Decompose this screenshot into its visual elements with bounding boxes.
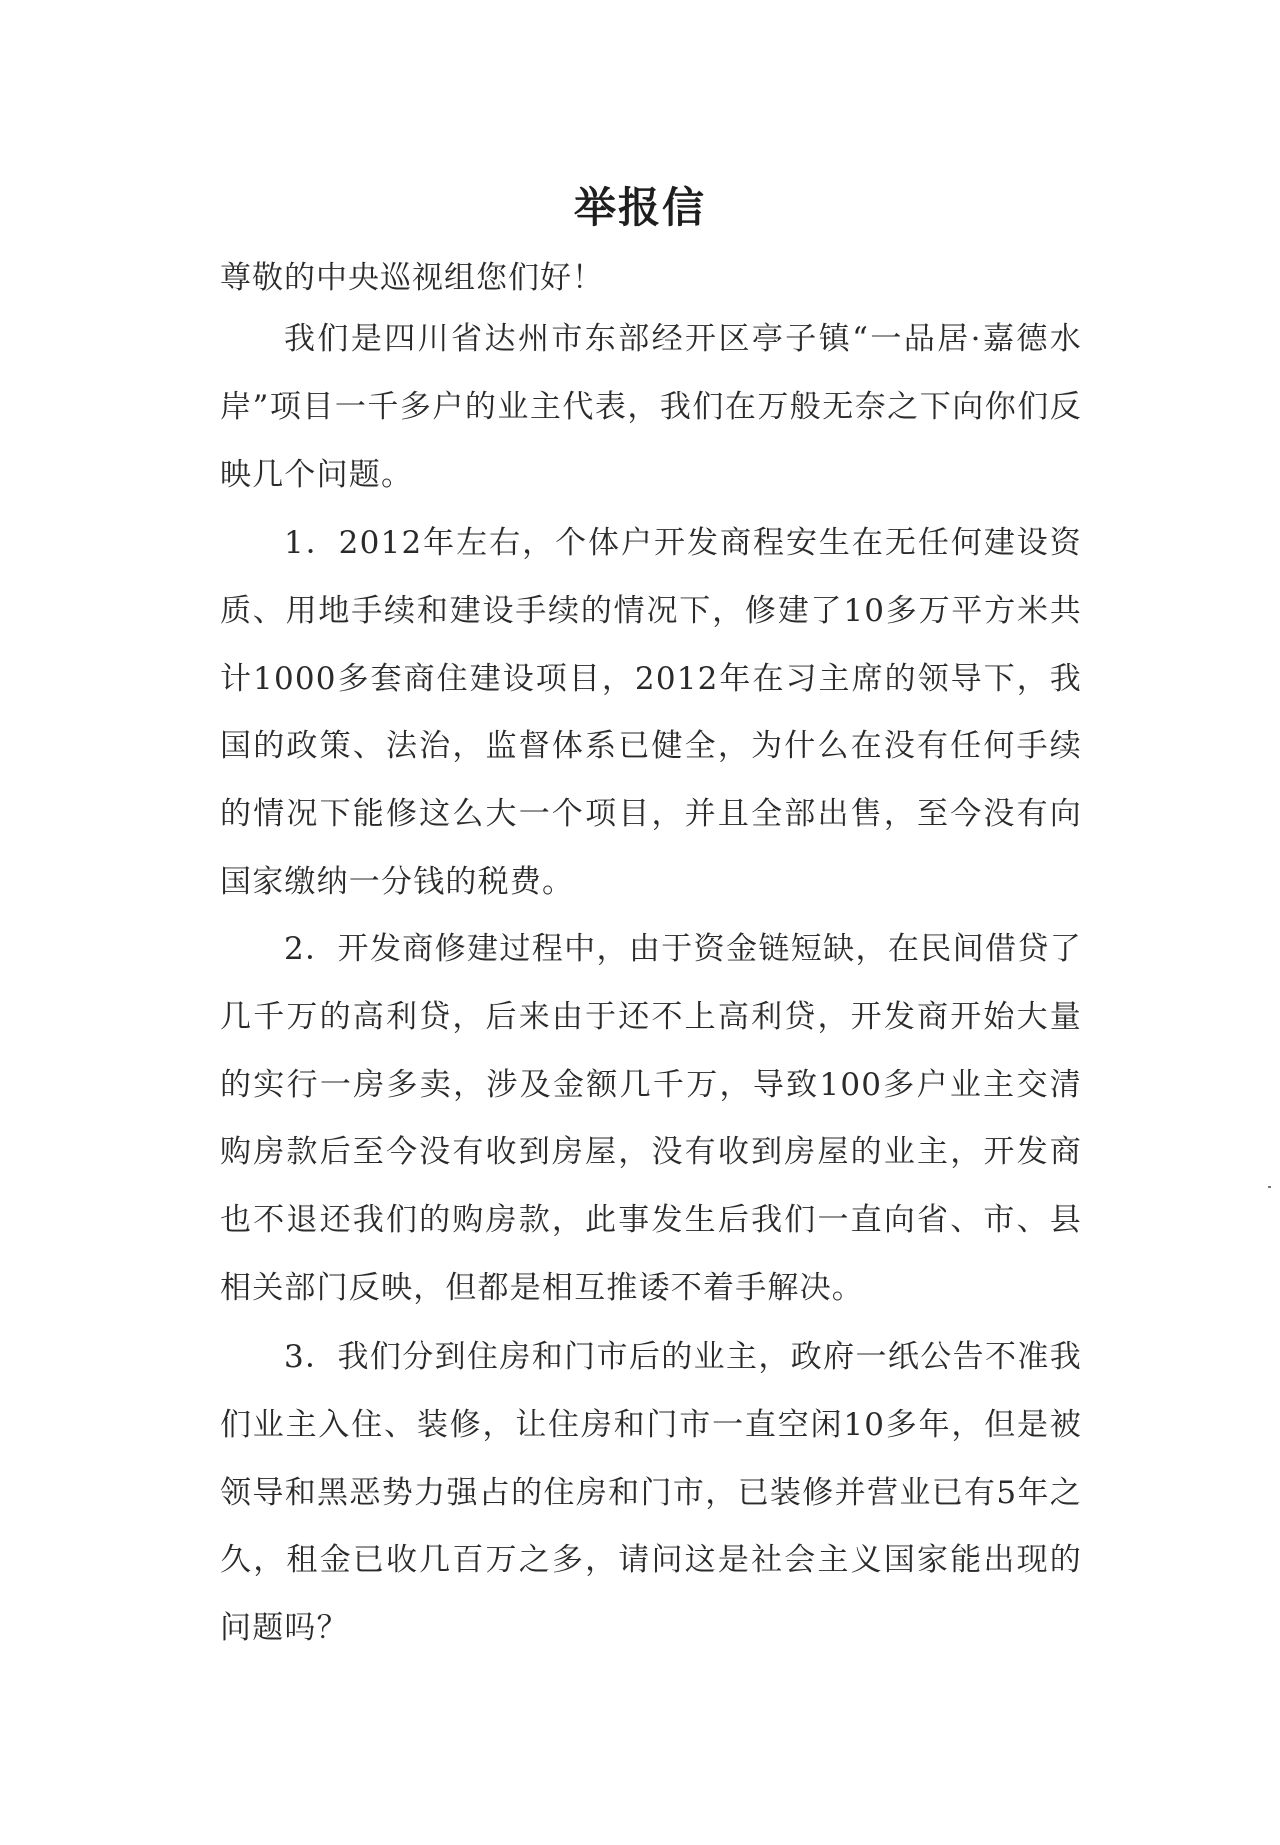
scan-speck [1268,1186,1271,1188]
letter-title: 举报信 [573,183,706,232]
intro-paragraph: 我们是四川省达州市东部经开区亭子镇“一品居·嘉德水岸”项目一千多户的业主代表，我们在万般无奈之下向你们反映几个问题。 [220,321,1082,493]
issue-paragraph-3: 3．我们分到住房和门市后的业主，政府一纸公告不准我们业主入住、装修，让住房和门市一直空闲10多年，但是被领导和黑恶势力强占的住房和门市，已装修并营业已有5年之久，租金已收几百万之多，请问这是社会主义国家能出现的问题吗？ [220,1339,1082,1647]
issue-paragraph-2: 2．开发商修建过程中，由于资金链短缺，在民间借贷了几千万的高利贷，后来由于还不上高利贷，开发商开始大量的实行一房多卖，涉及金额几千万，导致100多户业主交清购房款后至今没有收到房屋，没有收到房屋的业主，开发商也不退还我们的购房款，此事发生后我们一直向省、市、县相关部门反映，但都是相互推诿不着手解决。 [220,931,1082,1306]
salutation: 尊敬的中央巡视组您们好！ [220,260,604,296]
issue-paragraph-1: 1．2012年左右，个体户开发商程安生在无任何建设资质、用地手续和建设手续的情况下，修建了10多万平方米共计1000多套商住建设项目，2012年在习主席的领导下，我国的政策、法治，监督体系已健全，为什么在没有任何手续的情况下能修这么大一个项目，并且全部出售，至今没有向国家缴纳一分钱的税费。 [220,525,1082,900]
